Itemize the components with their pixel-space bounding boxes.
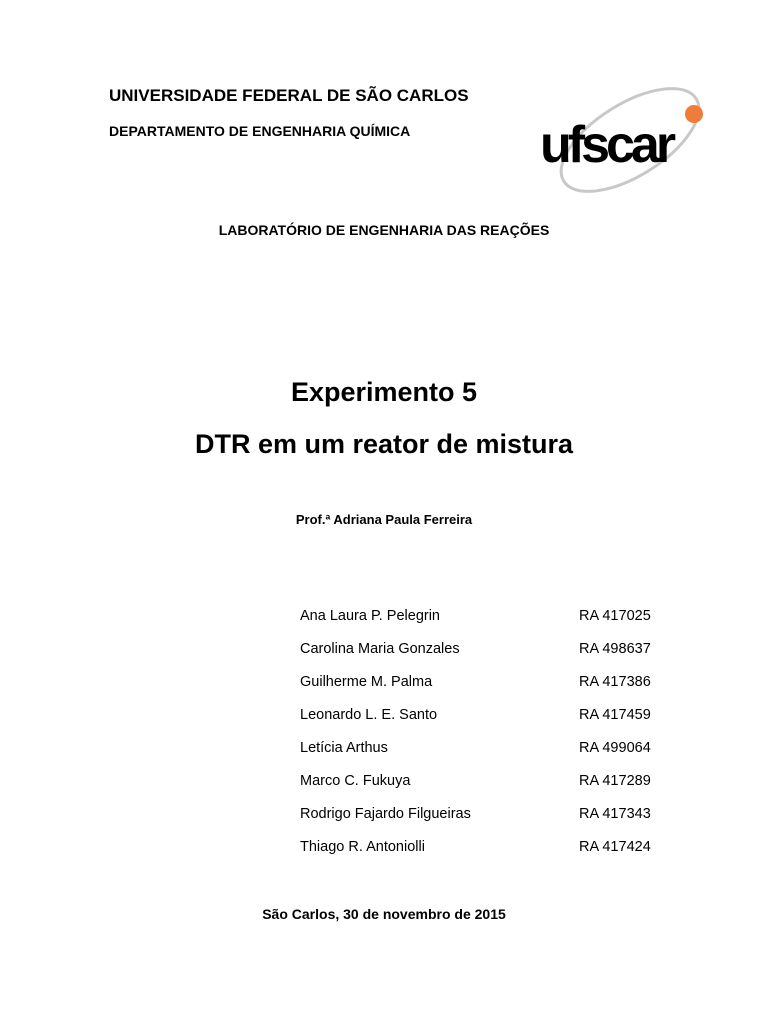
student-row <box>300 707 680 740</box>
student-ra: RA 417459 <box>579 707 651 723</box>
student-name: Guilherme M. Palma <box>300 674 433 690</box>
lab-name: LABORATÓRIO DE ENGENHARIA DAS REAÇÕES <box>218 222 550 238</box>
student-name: Marco C. Fukuya <box>300 773 411 789</box>
department-name: DEPARTAMENTO DE ENGENHARIA QUÍMICA <box>109 123 411 139</box>
experiment-number: Experimento 5 <box>290 377 478 407</box>
student-name: Rodrigo Fajardo Filgueiras <box>300 806 471 822</box>
logo-text: ufscar <box>540 116 673 174</box>
student-ra: RA 417289 <box>579 773 651 789</box>
student-ra: RA 417343 <box>579 806 651 822</box>
student-row <box>300 740 680 773</box>
ufscar-logo <box>538 80 718 205</box>
student-ra: RA 417025 <box>579 608 651 624</box>
date-line: São Carlos, 30 de novembro de 2015 <box>262 906 506 922</box>
student-name: Ana Laura P. Pelegrin <box>300 608 441 624</box>
professor-name: Prof.ª Adriana Paula Ferreira <box>295 512 473 527</box>
student-row <box>300 806 680 839</box>
student-name: Thiago R. Antoniolli <box>300 839 425 855</box>
student-ra: RA 499064 <box>579 740 651 756</box>
student-name: Leonardo L. E. Santo <box>300 707 438 723</box>
student-list <box>300 608 680 872</box>
logo-orange-dot <box>685 105 703 123</box>
experiment-title: DTR em um reator de mistura <box>194 429 574 459</box>
student-ra: RA 498637 <box>579 641 651 657</box>
student-row <box>300 608 680 641</box>
student-name: Letícia Arthus <box>300 740 388 756</box>
student-ra: RA 417424 <box>579 839 651 855</box>
student-row <box>300 839 680 872</box>
university-name: UNIVERSIDADE FEDERAL DE SÃO CARLOS <box>109 86 469 105</box>
student-row <box>300 773 680 806</box>
student-name: Carolina Maria Gonzales <box>300 641 460 657</box>
student-ra: RA 417386 <box>579 674 651 690</box>
student-row <box>300 674 680 707</box>
student-row <box>300 641 680 674</box>
